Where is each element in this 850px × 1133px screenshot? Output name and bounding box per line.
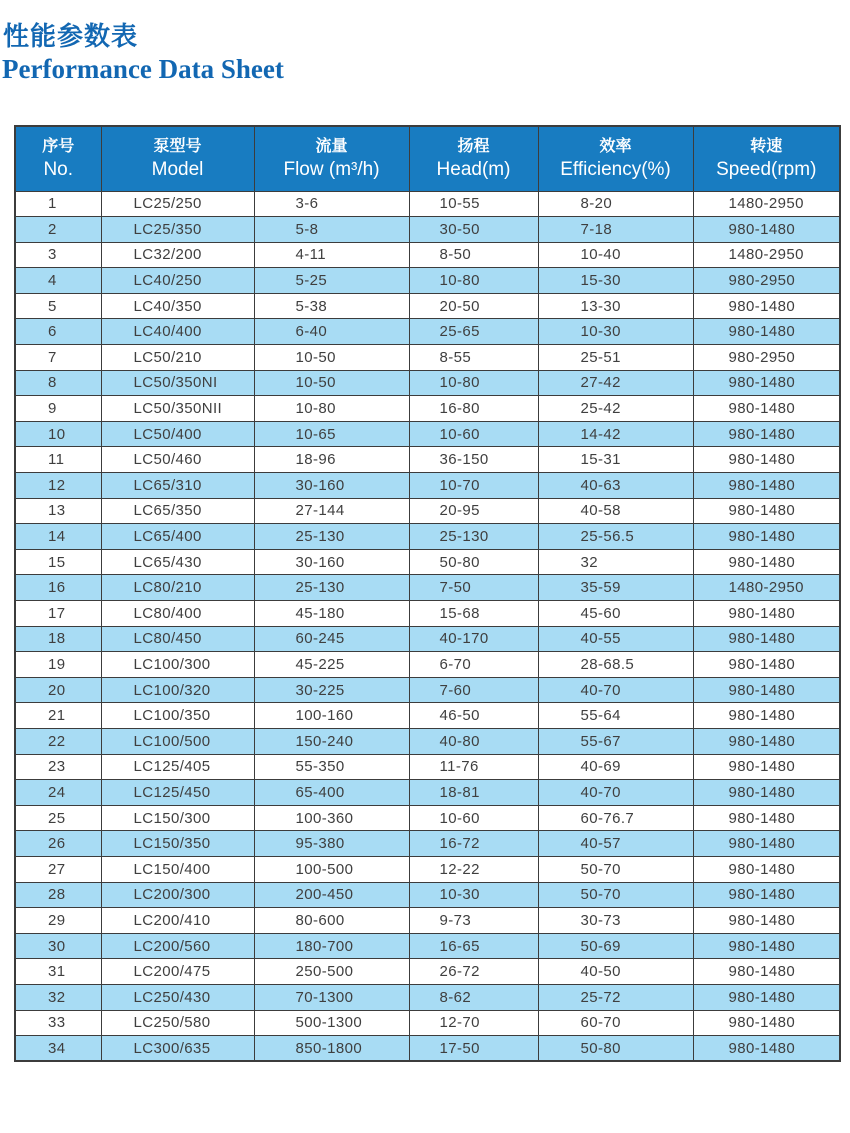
col-header-no	[15, 126, 101, 191]
cell-head: 17-50	[409, 1036, 538, 1062]
col-header-speed-zh: 转速	[750, 137, 783, 155]
cell-efficiency: 35-59	[538, 575, 693, 601]
cell-speed: 980-1480	[693, 370, 840, 396]
cell-flow: 500-1300	[254, 1010, 409, 1036]
cell-model: LC32/200	[101, 242, 254, 268]
cell-no: 15	[15, 549, 101, 575]
header-row	[15, 126, 840, 191]
cell-flow: 150-240	[254, 728, 409, 754]
cell-head: 10-55	[409, 191, 538, 217]
cell-model: LC200/410	[101, 908, 254, 934]
table-row	[15, 370, 840, 396]
table-row	[15, 933, 840, 959]
cell-flow: 25-130	[254, 524, 409, 550]
cell-efficiency: 10-40	[538, 242, 693, 268]
cell-flow: 25-130	[254, 575, 409, 601]
col-header-flow	[254, 126, 409, 191]
cell-no: 27	[15, 856, 101, 882]
cell-flow: 18-96	[254, 447, 409, 473]
cell-head: 10-30	[409, 882, 538, 908]
cell-model: LC200/300	[101, 882, 254, 908]
cell-flow: 250-500	[254, 959, 409, 985]
cell-flow: 55-350	[254, 754, 409, 780]
cell-speed: 980-1480	[693, 1010, 840, 1036]
cell-speed: 980-1480	[693, 754, 840, 780]
col-header-flow-zh: 流量	[315, 137, 348, 155]
cell-model: LC40/400	[101, 319, 254, 345]
cell-efficiency: 60-76.7	[538, 805, 693, 831]
cell-flow: 10-65	[254, 421, 409, 447]
cell-head: 15-68	[409, 601, 538, 627]
cell-no: 17	[15, 601, 101, 627]
cell-speed: 980-1480	[693, 549, 840, 575]
cell-speed: 980-2950	[693, 345, 840, 371]
cell-model: LC150/350	[101, 831, 254, 857]
cell-efficiency: 7-18	[538, 217, 693, 243]
table-row	[15, 293, 840, 319]
cell-flow: 60-245	[254, 626, 409, 652]
cell-speed: 980-1480	[693, 677, 840, 703]
cell-speed: 980-1480	[693, 959, 840, 985]
col-header-efficiency	[538, 126, 693, 191]
table-row	[15, 242, 840, 268]
cell-model: LC65/310	[101, 473, 254, 499]
cell-speed: 1480-2950	[693, 575, 840, 601]
table-row	[15, 984, 840, 1010]
col-header-efficiency-zh: 效率	[599, 137, 632, 155]
cell-model: LC100/350	[101, 703, 254, 729]
table-row	[15, 831, 840, 857]
cell-flow: 30-160	[254, 549, 409, 575]
cell-speed: 980-1480	[693, 652, 840, 678]
page-title-en: Performance Data Sheet	[2, 54, 284, 84]
cell-no: 8	[15, 370, 101, 396]
cell-model: LC40/350	[101, 293, 254, 319]
cell-model: LC65/400	[101, 524, 254, 550]
cell-head: 16-72	[409, 831, 538, 857]
table-row	[15, 498, 840, 524]
cell-head: 8-55	[409, 345, 538, 371]
cell-head: 10-80	[409, 268, 538, 294]
cell-efficiency: 15-30	[538, 268, 693, 294]
cell-no: 19	[15, 652, 101, 678]
cell-model: LC100/300	[101, 652, 254, 678]
col-header-efficiency-en: Efficiency(%)	[560, 158, 671, 180]
cell-flow: 10-50	[254, 345, 409, 371]
cell-model: LC80/210	[101, 575, 254, 601]
table-row	[15, 908, 840, 934]
cell-no: 7	[15, 345, 101, 371]
cell-no: 9	[15, 396, 101, 422]
cell-efficiency: 40-50	[538, 959, 693, 985]
cell-head: 10-70	[409, 473, 538, 499]
cell-head: 20-95	[409, 498, 538, 524]
cell-flow: 5-25	[254, 268, 409, 294]
cell-flow: 5-38	[254, 293, 409, 319]
cell-efficiency: 40-70	[538, 780, 693, 806]
cell-efficiency: 50-69	[538, 933, 693, 959]
cell-model: LC25/250	[101, 191, 254, 217]
cell-no: 25	[15, 805, 101, 831]
cell-speed: 980-1480	[693, 831, 840, 857]
cell-model: LC50/350NII	[101, 396, 254, 422]
cell-speed: 980-1480	[693, 1036, 840, 1062]
cell-head: 10-60	[409, 421, 538, 447]
table-row	[15, 601, 840, 627]
cell-no: 3	[15, 242, 101, 268]
cell-no: 2	[15, 217, 101, 243]
cell-flow: 95-380	[254, 831, 409, 857]
table-row	[15, 677, 840, 703]
cell-model: LC50/210	[101, 345, 254, 371]
col-header-speed-en: Speed(rpm)	[716, 158, 817, 180]
cell-head: 26-72	[409, 959, 538, 985]
cell-no: 32	[15, 984, 101, 1010]
cell-efficiency: 14-42	[538, 421, 693, 447]
cell-efficiency: 25-72	[538, 984, 693, 1010]
cell-model: LC80/450	[101, 626, 254, 652]
cell-flow: 45-180	[254, 601, 409, 627]
cell-efficiency: 40-70	[538, 677, 693, 703]
cell-no: 24	[15, 780, 101, 806]
table-row	[15, 473, 840, 499]
cell-model: LC65/350	[101, 498, 254, 524]
cell-flow: 5-8	[254, 217, 409, 243]
cell-model: LC125/450	[101, 780, 254, 806]
cell-flow: 200-450	[254, 882, 409, 908]
cell-head: 25-130	[409, 524, 538, 550]
cell-head: 40-80	[409, 728, 538, 754]
cell-efficiency: 50-70	[538, 856, 693, 882]
cell-flow: 10-50	[254, 370, 409, 396]
cell-efficiency: 13-30	[538, 293, 693, 319]
cell-efficiency: 40-63	[538, 473, 693, 499]
cell-flow: 10-80	[254, 396, 409, 422]
cell-model: LC100/500	[101, 728, 254, 754]
cell-head: 50-80	[409, 549, 538, 575]
cell-speed: 980-1480	[693, 882, 840, 908]
table-row	[15, 575, 840, 601]
cell-speed: 980-1480	[693, 524, 840, 550]
table-row	[15, 549, 840, 575]
col-header-head-zh: 扬程	[457, 137, 490, 155]
table-row	[15, 319, 840, 345]
cell-efficiency: 30-73	[538, 908, 693, 934]
cell-model: LC250/580	[101, 1010, 254, 1036]
cell-speed: 980-2950	[693, 268, 840, 294]
cell-efficiency: 50-70	[538, 882, 693, 908]
cell-head: 7-50	[409, 575, 538, 601]
cell-model: LC25/350	[101, 217, 254, 243]
cell-head: 30-50	[409, 217, 538, 243]
cell-efficiency: 55-64	[538, 703, 693, 729]
cell-head: 12-70	[409, 1010, 538, 1036]
cell-model: LC65/430	[101, 549, 254, 575]
col-header-head-en: Head(m)	[436, 158, 511, 180]
cell-speed: 980-1480	[693, 293, 840, 319]
table-row	[15, 703, 840, 729]
col-header-model	[101, 126, 254, 191]
cell-efficiency: 25-56.5	[538, 524, 693, 550]
cell-no: 4	[15, 268, 101, 294]
table-row	[15, 421, 840, 447]
cell-head: 6-70	[409, 652, 538, 678]
cell-no: 18	[15, 626, 101, 652]
cell-flow: 850-1800	[254, 1036, 409, 1062]
cell-head: 8-62	[409, 984, 538, 1010]
col-header-no-zh: 序号	[42, 137, 75, 155]
cell-head: 20-50	[409, 293, 538, 319]
col-header-flow-en: Flow (m³/h)	[283, 158, 380, 180]
cell-head: 18-81	[409, 780, 538, 806]
cell-head: 10-60	[409, 805, 538, 831]
table-row	[15, 959, 840, 985]
cell-model: LC125/405	[101, 754, 254, 780]
table-row	[15, 191, 840, 217]
cell-flow: 30-160	[254, 473, 409, 499]
cell-speed: 980-1480	[693, 421, 840, 447]
cell-efficiency: 55-67	[538, 728, 693, 754]
cell-no: 1	[15, 191, 101, 217]
cell-model: LC250/430	[101, 984, 254, 1010]
cell-head: 10-80	[409, 370, 538, 396]
cell-head: 36-150	[409, 447, 538, 473]
cell-no: 16	[15, 575, 101, 601]
cell-flow: 100-500	[254, 856, 409, 882]
col-header-model-zh: 泵型号	[153, 137, 202, 155]
col-header-model-en: Model	[151, 158, 204, 180]
cell-speed: 980-1480	[693, 217, 840, 243]
cell-head: 16-80	[409, 396, 538, 422]
cell-speed: 980-1480	[693, 856, 840, 882]
cell-no: 5	[15, 293, 101, 319]
cell-efficiency: 25-51	[538, 345, 693, 371]
cell-efficiency: 60-70	[538, 1010, 693, 1036]
page-title-zh: 性能参数表	[3, 22, 139, 52]
cell-speed: 980-1480	[693, 396, 840, 422]
cell-head: 25-65	[409, 319, 538, 345]
cell-no: 23	[15, 754, 101, 780]
table-header	[15, 126, 840, 191]
cell-efficiency: 32	[538, 549, 693, 575]
table-row	[15, 652, 840, 678]
cell-efficiency: 40-55	[538, 626, 693, 652]
cell-head: 11-76	[409, 754, 538, 780]
cell-no: 29	[15, 908, 101, 934]
cell-model: LC200/475	[101, 959, 254, 985]
cell-speed: 1480-2950	[693, 242, 840, 268]
cell-flow: 30-225	[254, 677, 409, 703]
cell-efficiency: 40-58	[538, 498, 693, 524]
col-header-speed	[693, 126, 840, 191]
table-row	[15, 780, 840, 806]
cell-efficiency: 50-80	[538, 1036, 693, 1062]
cell-no: 10	[15, 421, 101, 447]
cell-no: 14	[15, 524, 101, 550]
cell-head: 12-22	[409, 856, 538, 882]
table-row	[15, 217, 840, 243]
table-body	[15, 191, 840, 1061]
cell-speed: 980-1480	[693, 626, 840, 652]
table-row	[15, 728, 840, 754]
table-row	[15, 1036, 840, 1062]
table-row	[15, 856, 840, 882]
table-row	[15, 345, 840, 371]
cell-model: LC200/560	[101, 933, 254, 959]
cell-no: 28	[15, 882, 101, 908]
cell-model: LC80/400	[101, 601, 254, 627]
cell-flow: 45-225	[254, 652, 409, 678]
cell-no: 26	[15, 831, 101, 857]
cell-model: LC300/635	[101, 1036, 254, 1062]
cell-no: 11	[15, 447, 101, 473]
cell-efficiency: 28-68.5	[538, 652, 693, 678]
cell-no: 33	[15, 1010, 101, 1036]
cell-speed: 980-1480	[693, 933, 840, 959]
cell-no: 12	[15, 473, 101, 499]
cell-speed: 980-1480	[693, 601, 840, 627]
cell-model: LC150/400	[101, 856, 254, 882]
cell-speed: 980-1480	[693, 498, 840, 524]
cell-speed: 980-1480	[693, 703, 840, 729]
table-row	[15, 754, 840, 780]
cell-speed: 980-1480	[693, 728, 840, 754]
cell-no: 21	[15, 703, 101, 729]
cell-speed: 980-1480	[693, 780, 840, 806]
cell-model: LC150/300	[101, 805, 254, 831]
cell-flow: 70-1300	[254, 984, 409, 1010]
cell-head: 40-170	[409, 626, 538, 652]
cell-head: 7-60	[409, 677, 538, 703]
cell-flow: 100-360	[254, 805, 409, 831]
cell-speed: 980-1480	[693, 984, 840, 1010]
performance-table	[14, 125, 841, 1062]
table-row	[15, 805, 840, 831]
cell-speed: 980-1480	[693, 447, 840, 473]
table-row	[15, 1010, 840, 1036]
cell-speed: 980-1480	[693, 473, 840, 499]
cell-flow: 4-11	[254, 242, 409, 268]
cell-efficiency: 40-69	[538, 754, 693, 780]
cell-no: 22	[15, 728, 101, 754]
cell-head: 8-50	[409, 242, 538, 268]
cell-head: 9-73	[409, 908, 538, 934]
cell-flow: 3-6	[254, 191, 409, 217]
col-header-head	[409, 126, 538, 191]
cell-no: 13	[15, 498, 101, 524]
cell-head: 16-65	[409, 933, 538, 959]
cell-speed: 980-1480	[693, 908, 840, 934]
col-header-no-en: No.	[43, 158, 74, 180]
cell-no: 30	[15, 933, 101, 959]
cell-no: 20	[15, 677, 101, 703]
cell-efficiency: 45-60	[538, 601, 693, 627]
cell-model: LC50/350NI	[101, 370, 254, 396]
cell-model: LC40/250	[101, 268, 254, 294]
cell-flow: 6-40	[254, 319, 409, 345]
cell-speed: 980-1480	[693, 805, 840, 831]
cell-speed: 980-1480	[693, 319, 840, 345]
cell-speed: 1480-2950	[693, 191, 840, 217]
cell-efficiency: 27-42	[538, 370, 693, 396]
table-row	[15, 524, 840, 550]
cell-efficiency: 10-30	[538, 319, 693, 345]
table-row	[15, 447, 840, 473]
cell-model: LC50/400	[101, 421, 254, 447]
cell-head: 46-50	[409, 703, 538, 729]
cell-flow: 80-600	[254, 908, 409, 934]
table-row	[15, 396, 840, 422]
cell-efficiency: 15-31	[538, 447, 693, 473]
cell-efficiency: 8-20	[538, 191, 693, 217]
cell-no: 31	[15, 959, 101, 985]
cell-flow: 65-400	[254, 780, 409, 806]
cell-no: 6	[15, 319, 101, 345]
table-row	[15, 268, 840, 294]
table-row	[15, 626, 840, 652]
cell-flow: 27-144	[254, 498, 409, 524]
cell-efficiency: 40-57	[538, 831, 693, 857]
cell-model: LC50/460	[101, 447, 254, 473]
cell-model: LC100/320	[101, 677, 254, 703]
table-row	[15, 882, 840, 908]
cell-efficiency: 25-42	[538, 396, 693, 422]
cell-flow: 100-160	[254, 703, 409, 729]
cell-flow: 180-700	[254, 933, 409, 959]
cell-no: 34	[15, 1036, 101, 1062]
